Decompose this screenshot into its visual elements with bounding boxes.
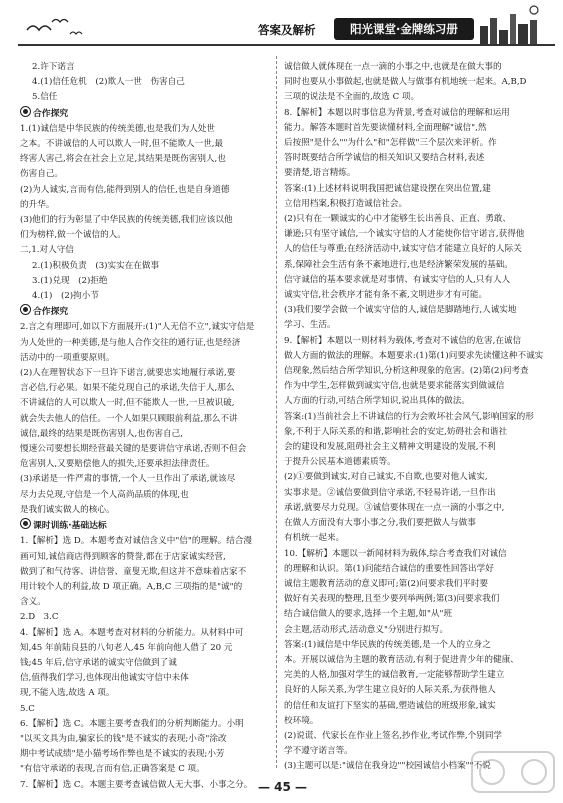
answer-line: 立信用档案,积极打造诚信社会。: [284, 198, 408, 209]
header-title: 答案及解析: [258, 23, 316, 37]
answer-line: (3)我们要学会做一个诚实守信的人,诚信是脚踏地行,人诚实地: [284, 305, 517, 316]
answer-line: 的信任和友谊打下坚实的基础,塑造诚信的班级形象,诚实: [284, 700, 496, 711]
answer-line: 做到了和气待客、讲信誉、童叟无欺,但这并不意味着店家不: [20, 566, 247, 577]
answer-line: 二,1.对人守信: [20, 245, 74, 256]
answer-line: 谦逊;只有坚守诚信,一个诚实守信的人才能使你信守诺言,获得他: [284, 229, 525, 240]
answer-line: 期中考试成绩"是小猫考场作弊也是不诚实的表现;小芳: [20, 749, 225, 760]
answer-line: 5.C: [20, 703, 35, 714]
answer-line: 6.【解析】选 C。本题主要考查我们的分析判断能力。小明: [20, 718, 244, 729]
answer-line: 人方面的行动,可结合所学知识,说出具体的做法。: [284, 396, 470, 407]
answer-line: (3)承诺是一件严肃的事情,一个人一旦作出了承诺,就该尽: [20, 474, 236, 485]
answer-line: 8.【解析】本题以时事信息为背景,考查对诚信的理解和运用: [284, 107, 510, 118]
section-heading: 合作探究: [20, 304, 272, 320]
answer-line: (2)人在理智状态下一旦许下诺言,就要忠实地履行承诺,要: [20, 368, 236, 379]
answer-line: (2)只有在一颗诚实的心中才能够生长出善良、正直、勇敢、: [284, 214, 512, 225]
stamp-watermark-icon: [470, 748, 556, 796]
answer-line: 做人方面的做法的理解。本题要求:(1)第(1)问要求先读懂这种不诚实: [284, 350, 544, 361]
left-column: [20, 60, 272, 793]
answer-line: 9.【解析】本题以一则材料为载体,考查对不诚信的危害,在诚信: [284, 335, 522, 346]
answer-line: 之本。不讲诚信的人可以欺人一时,但不能欺人一世,最: [20, 139, 224, 150]
answer-line: 象,不利于人际关系的和谐,影响社会的安定,妨碍社会和谐社: [284, 426, 508, 437]
bullet-icon: [20, 106, 31, 117]
header-rule: [18, 44, 555, 46]
column-divider: [276, 56, 277, 768]
answer-line: 学习、生活。: [284, 320, 336, 331]
answer-line: 答案:(1)诚信是中华民族的传统美德,是一个人的立身之: [284, 639, 491, 650]
answer-line: 答时既要结合所学诚信的相关知识又要结合材料,表述: [284, 153, 485, 164]
answer-line: 2.许下诺言: [32, 62, 75, 72]
answer-line: 承诺,就要尽力兑现。③诚信要体现在一点一滴的小事之中,: [284, 502, 505, 513]
birds-decoration-icon: [22, 12, 92, 42]
answer-line: 答案:(1)上述材料说明我国把诚信建设摆在突出位置,建: [284, 183, 491, 194]
answer-line: 实事求是。②诚信要做到信守承诺,不轻易许诺,一旦作出: [284, 487, 496, 498]
answer-line: 危害别人,又要赔偿他人的损失,还要承担法律责任。: [20, 459, 215, 470]
answer-line: 做好有关表现的整理,且至少要列举两例;第(3)问要求我们: [284, 594, 500, 605]
answer-line: 慢速公司要想长期经营最关键的是要讲信守承诺,否则不但会: [20, 444, 247, 455]
answer-line: 诚实守信,社会秩序才能有条不紊,文明进步才有可能。: [284, 290, 488, 301]
answer-line: 2.言之有理即可,如以下方面展开:(1)"人无信不立",诚实守信是: [20, 322, 255, 333]
answer-line: 会主题,活动形式,活动意义"分别进行拟写。: [284, 624, 449, 635]
section-heading: 合作探究: [20, 106, 272, 122]
page-header: [0, 0, 563, 52]
answer-line: 4.【解析】选 A。本题考查对材料的分析能力。从材料中可: [20, 627, 244, 638]
answer-line: 系,保障社会生活有条不紊地进行,也是经济繁荣发展的基础。: [284, 259, 513, 270]
answer-line: (2)说谎、代家长在作业上签名,抄作业,考试作弊,个别同学: [284, 730, 503, 741]
answer-line: (2)为人诚实,言而有信,能得到别人的信任,也是自身道德: [20, 184, 230, 195]
answer-line: 4.(1) (2)拘小节: [32, 291, 99, 302]
answer-line: 2.(1)积极负责 (3)实实在在做事: [32, 260, 160, 271]
answer-line: 本。开展以诚信为主题的教育活动,有利于促进青少年的健康、: [284, 654, 519, 665]
section-heading: 课时训练·基础达标: [20, 518, 272, 534]
answer-line: 三项的说法是不全面的,故选 C 项。: [284, 92, 420, 103]
answer-line: 在做人方面没有大事小事之分,我们要把做人与做事: [284, 518, 476, 529]
answer-line: 有机统一起来。: [284, 533, 345, 544]
answer-line: 是我们诚实做人的核心。: [20, 504, 115, 515]
answer-line: 后按照"是什么""为什么"和"怎样做"三个层次来评析。作: [284, 138, 497, 149]
right-column: [284, 60, 550, 775]
bullet-icon: [20, 518, 31, 529]
answer-line: 的理解和认识。第(1)问能结合诚信的重要性回答出学好: [284, 563, 494, 574]
answer-line: 诚信做人就体现在一点一滴的小事之中,也就是在做大事的: [284, 62, 502, 72]
answer-line: 作为中学生,怎样做到诚实守信,也就是要求能落实到做诚信: [284, 381, 505, 392]
answer-line: 5.信任: [32, 92, 58, 103]
answer-line: "以买文具为由,骗家长的钱"是不诚实的表现;小奇"涂改: [20, 733, 227, 744]
answer-line: 含义。: [20, 597, 46, 608]
answer-line: 伤害自己。: [20, 169, 63, 180]
answer-line: 校环境。: [284, 715, 319, 726]
bullet-icon: [20, 304, 31, 315]
answer-line: 1.【解析】选 D。本题考查对诚信含义中"信"的理解。结合漫: [20, 536, 252, 547]
answer-line: 信,值得我们学习,也体现出他诚实守信中未体: [20, 673, 189, 684]
answer-line: 10.【解析】本题以一新闻材料为载体,综合考查我们对诚信: [284, 548, 507, 559]
answer-line: "有信守承诺的表现,言而有信,正确答案是 C 项。: [20, 764, 205, 775]
answer-line: 用计较个人的利益,故 D 项正确。A,B,C 三项指的是"诚"的: [20, 581, 243, 592]
answer-line: 知,45 年前陆良县的八旬老人,45 年前向他人借了 20 元: [20, 642, 233, 653]
answer-line: 能力。解答本题时首先要读懂材料,全面理解"诚信",然: [284, 122, 487, 133]
answer-line: 结合诚信做人的要求,选择一个主题,如"从"班: [284, 609, 453, 620]
answer-line: 尽力去兑现,守信是一个人高尚品质的体现,也: [20, 489, 189, 500]
answer-line: 会的建设和发展,阻碍社会主义精神文明建设的发展,不利: [284, 442, 496, 453]
answer-line: 同时也要从小事做起,也就是做人与做事有机地统一起来。A,B,D: [284, 77, 527, 88]
answer-line: (3)主题可以是:"诚信在我身边""校园诚信小档案""不说: [284, 761, 491, 772]
answer-line: 7.【解析】选 C。本题主要考查诚信做人无大事、小事之分。: [20, 779, 253, 790]
answer-line: 人的信任与尊重;在经济活动中,诚实守信才能建立良好的人际关: [284, 244, 522, 255]
answer-line: 的升华。: [20, 199, 55, 210]
answer-line: 现,不能入选,故选 A 项。: [20, 688, 115, 699]
answer-line: (2)①要做到诚实,对自己诚实,不自欺,也要对他人诚实,: [284, 472, 488, 483]
answer-line: 画可知,诚信商店得到顾客的赞誉,都在于店家诚实经营,: [20, 551, 226, 562]
answer-line: 活动中的一项重要原则。: [20, 352, 115, 363]
answer-line: 不讲诚信的人可以欺人一时,但不能欺人一世,一旦被识破,: [20, 398, 235, 409]
answer-line: 2.D 3.C: [20, 612, 59, 623]
answer-line: 学不遵守诺言等。: [284, 746, 353, 757]
answer-line: 钱;45 年后,信守承诺的诚实守信做到了诚: [20, 657, 177, 668]
answer-line: 答案:(1)当前社会上不讲诚信的行为会败坏社会风气,影响国家的形: [284, 411, 534, 422]
answer-line: 于提升公民基本道德素质等。: [284, 457, 396, 468]
answer-line: 们为榜样,做一个诚信的人。: [20, 230, 126, 241]
answer-line: 4.(1)信任危机 (2)欺人一世 伤害自己: [32, 77, 185, 88]
answer-line: 诚信,最终的结果是既伤害别人,也伤害自己,: [20, 428, 183, 439]
answer-line: 信守诚信的基本要求就是对事情、有诚实守信的人,只有人人: [284, 274, 511, 285]
city-skyline-icon: [476, 4, 546, 44]
answer-line: 就会失去他人的信任。一个人如果只顾眼前利益,那么不讲: [20, 413, 238, 424]
answer-line: 完美的人格,加强对学生的诚信教育,一定能够帮助学生建立: [284, 670, 505, 681]
answer-line: 3.(1)兑现 (2)拒绝: [32, 275, 108, 286]
answer-line: 诚信主题教育活动的意义即可;第(2)问要求我们平时要: [284, 578, 489, 589]
answer-line: (3)他们的行为彰显了中华民族的传统美德,我们应该以他: [20, 215, 233, 226]
answer-line: 要清楚,语言精炼。: [284, 168, 356, 179]
answer-line: 终害人害己,将会在社会上立足,其结果是既伤害别人,也: [20, 154, 226, 165]
answer-line: 言必信,行必果。如果不能兑现自己的承诺,失信于人,那么: [20, 383, 235, 394]
page-number: — 45 —: [258, 780, 308, 794]
answer-line: 信现象,然后结合所学知识,分析这种现象的危害。(2)第(2)问考查: [284, 366, 529, 377]
header-series-badge: 阳光课堂·金牌练习册: [334, 18, 474, 40]
answer-line: 良好的人际关系,为学生建立良好的人际关系,为获得他人: [284, 685, 496, 696]
answer-line: 为人处世的一种美德,是与他人合作交往的通行证,也是经济: [20, 337, 241, 348]
answer-line: 1.(1)诚信是中华民族的传统美德,也是我们为人处世: [20, 123, 215, 134]
